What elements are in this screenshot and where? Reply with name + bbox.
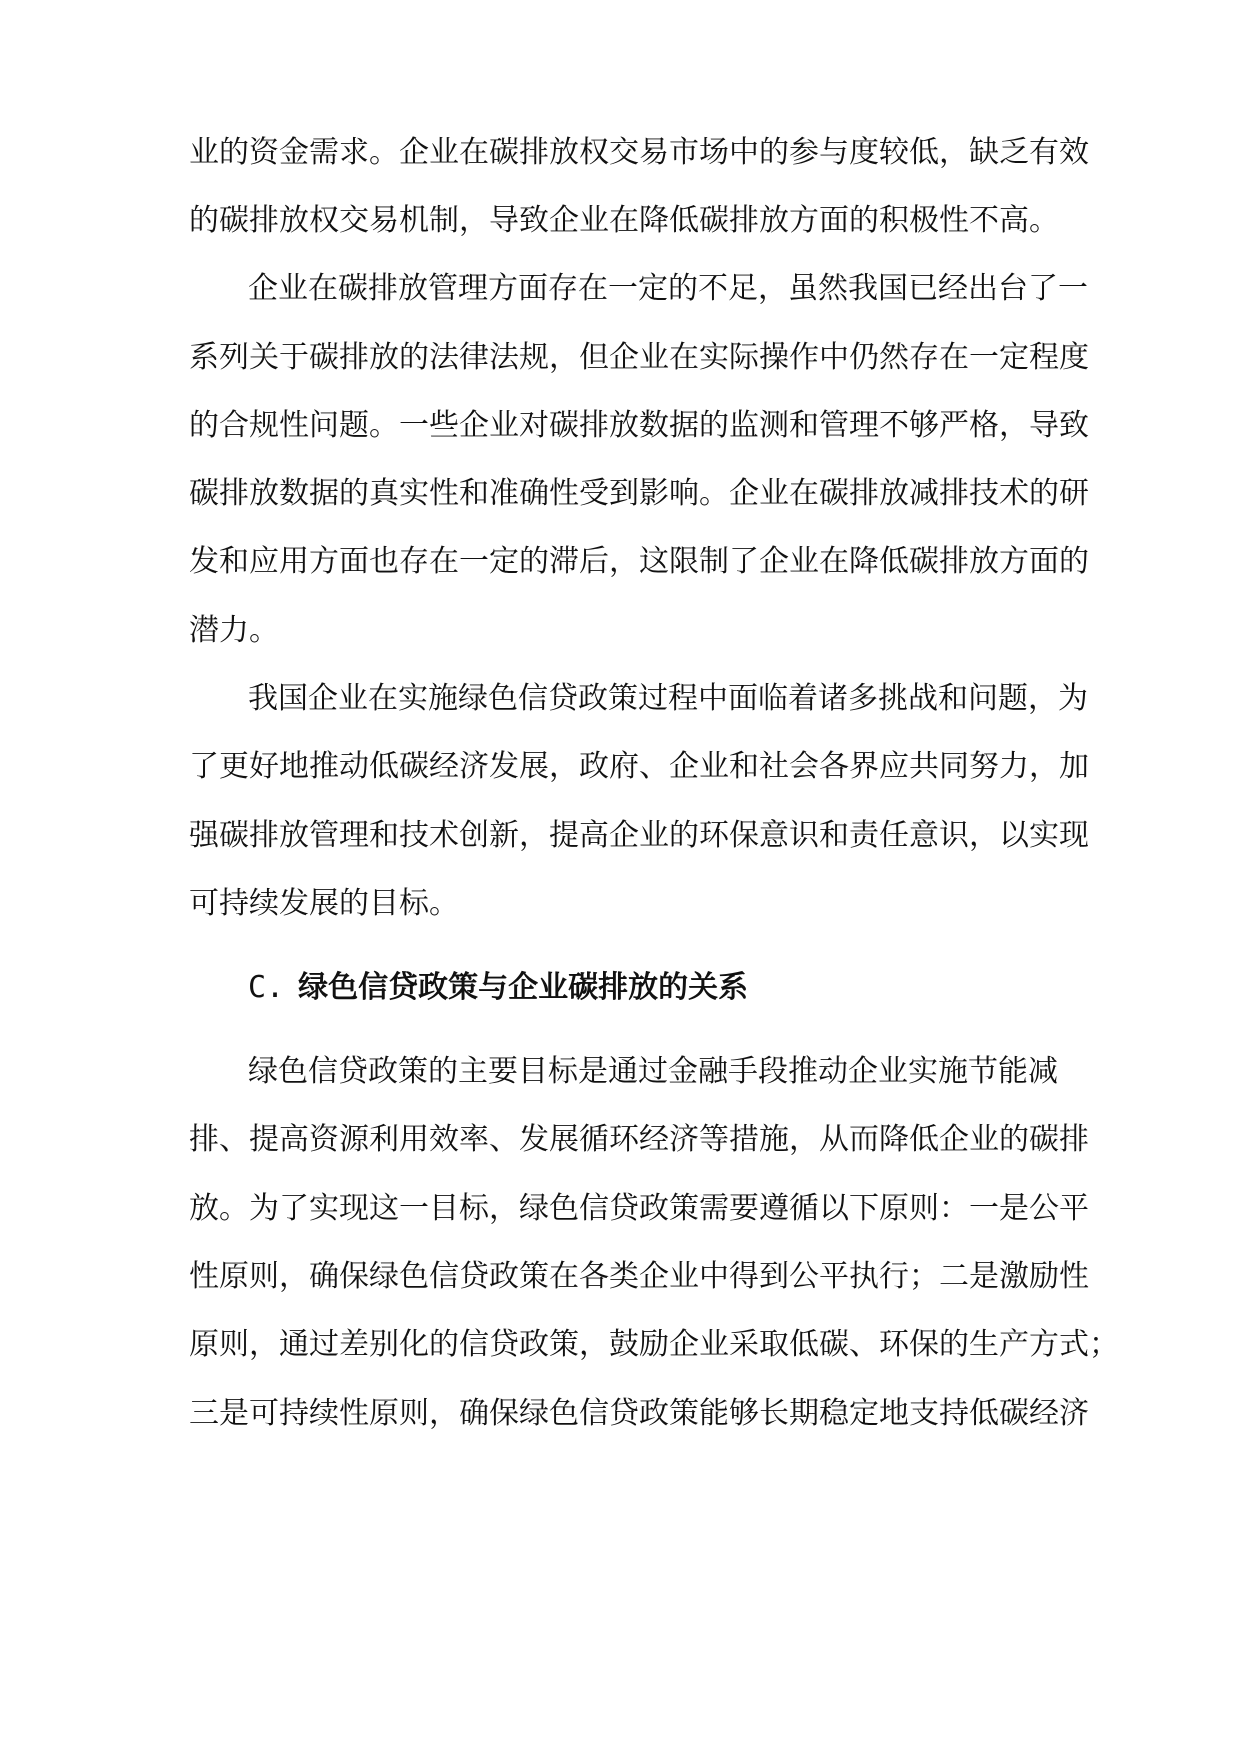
paragraph-line: 绿色信贷政策的主要目标是通过金融手段推动企业实施节能减 [248,1054,1058,1089]
paragraph-line: 原则，通过差别化的信贷政策，鼓励企业采取低碳、环保的生产方式； [189,1327,1119,1362]
paragraph-line: 发和应用方面也存在一定的滞后，这限制了企业在降低碳排放方面的 [189,544,1089,579]
paragraph-line: 业的资金需求。企业在碳排放权交易市场中的参与度较低，缺乏有效 [189,135,1089,170]
paragraph-line: 排、提高资源利用效率、发展循环经济等措施，从而降低企业的碳排 [189,1122,1089,1157]
paragraph-line: 潜力。 [189,613,279,648]
paragraph-line: 企业在碳排放管理方面存在一定的不足，虽然我国已经出台了一 [248,271,1088,306]
paragraph-line: 系列关于碳排放的法律法规，但企业在实际操作中仍然存在一定程度 [189,340,1089,375]
paragraph-line: 可持续发展的目标。 [189,886,459,921]
section-heading [248,963,748,1013]
section-label: C. [248,970,285,1005]
section-title: 绿色信贷政策与企业碳排放的关系 [298,970,749,1005]
paragraph-line: 的碳排放权交易机制，导致企业在降低碳排放方面的积极性不高。 [189,203,1059,238]
paragraph-line: 碳排放数据的真实性和准确性受到影响。企业在碳排放减排技术的研 [189,476,1089,511]
paragraph-line: 放。为了实现这一目标，绿色信贷政策需要遵循以下原则：一是公平 [189,1191,1089,1226]
paragraph-line: 我国企业在实施绿色信贷政策过程中面临着诸多挑战和问题，为 [248,681,1088,716]
paragraph-line: 强碳排放管理和技术创新，提高企业的环保意识和责任意识，以实现 [189,818,1089,853]
paragraph-line: 性原则，确保绿色信贷政策在各类企业中得到公平执行；二是激励性 [189,1259,1089,1294]
paragraph-line: 三是可持续性原则，确保绿色信贷政策能够长期稳定地支持低碳经济 [189,1396,1089,1431]
paragraph-line: 的合规性问题。一些企业对碳排放数据的监测和管理不够严格，导致 [189,408,1089,443]
paragraph-line: 了更好地推动低碳经济发展，政府、企业和社会各界应共同努力，加 [189,749,1089,784]
